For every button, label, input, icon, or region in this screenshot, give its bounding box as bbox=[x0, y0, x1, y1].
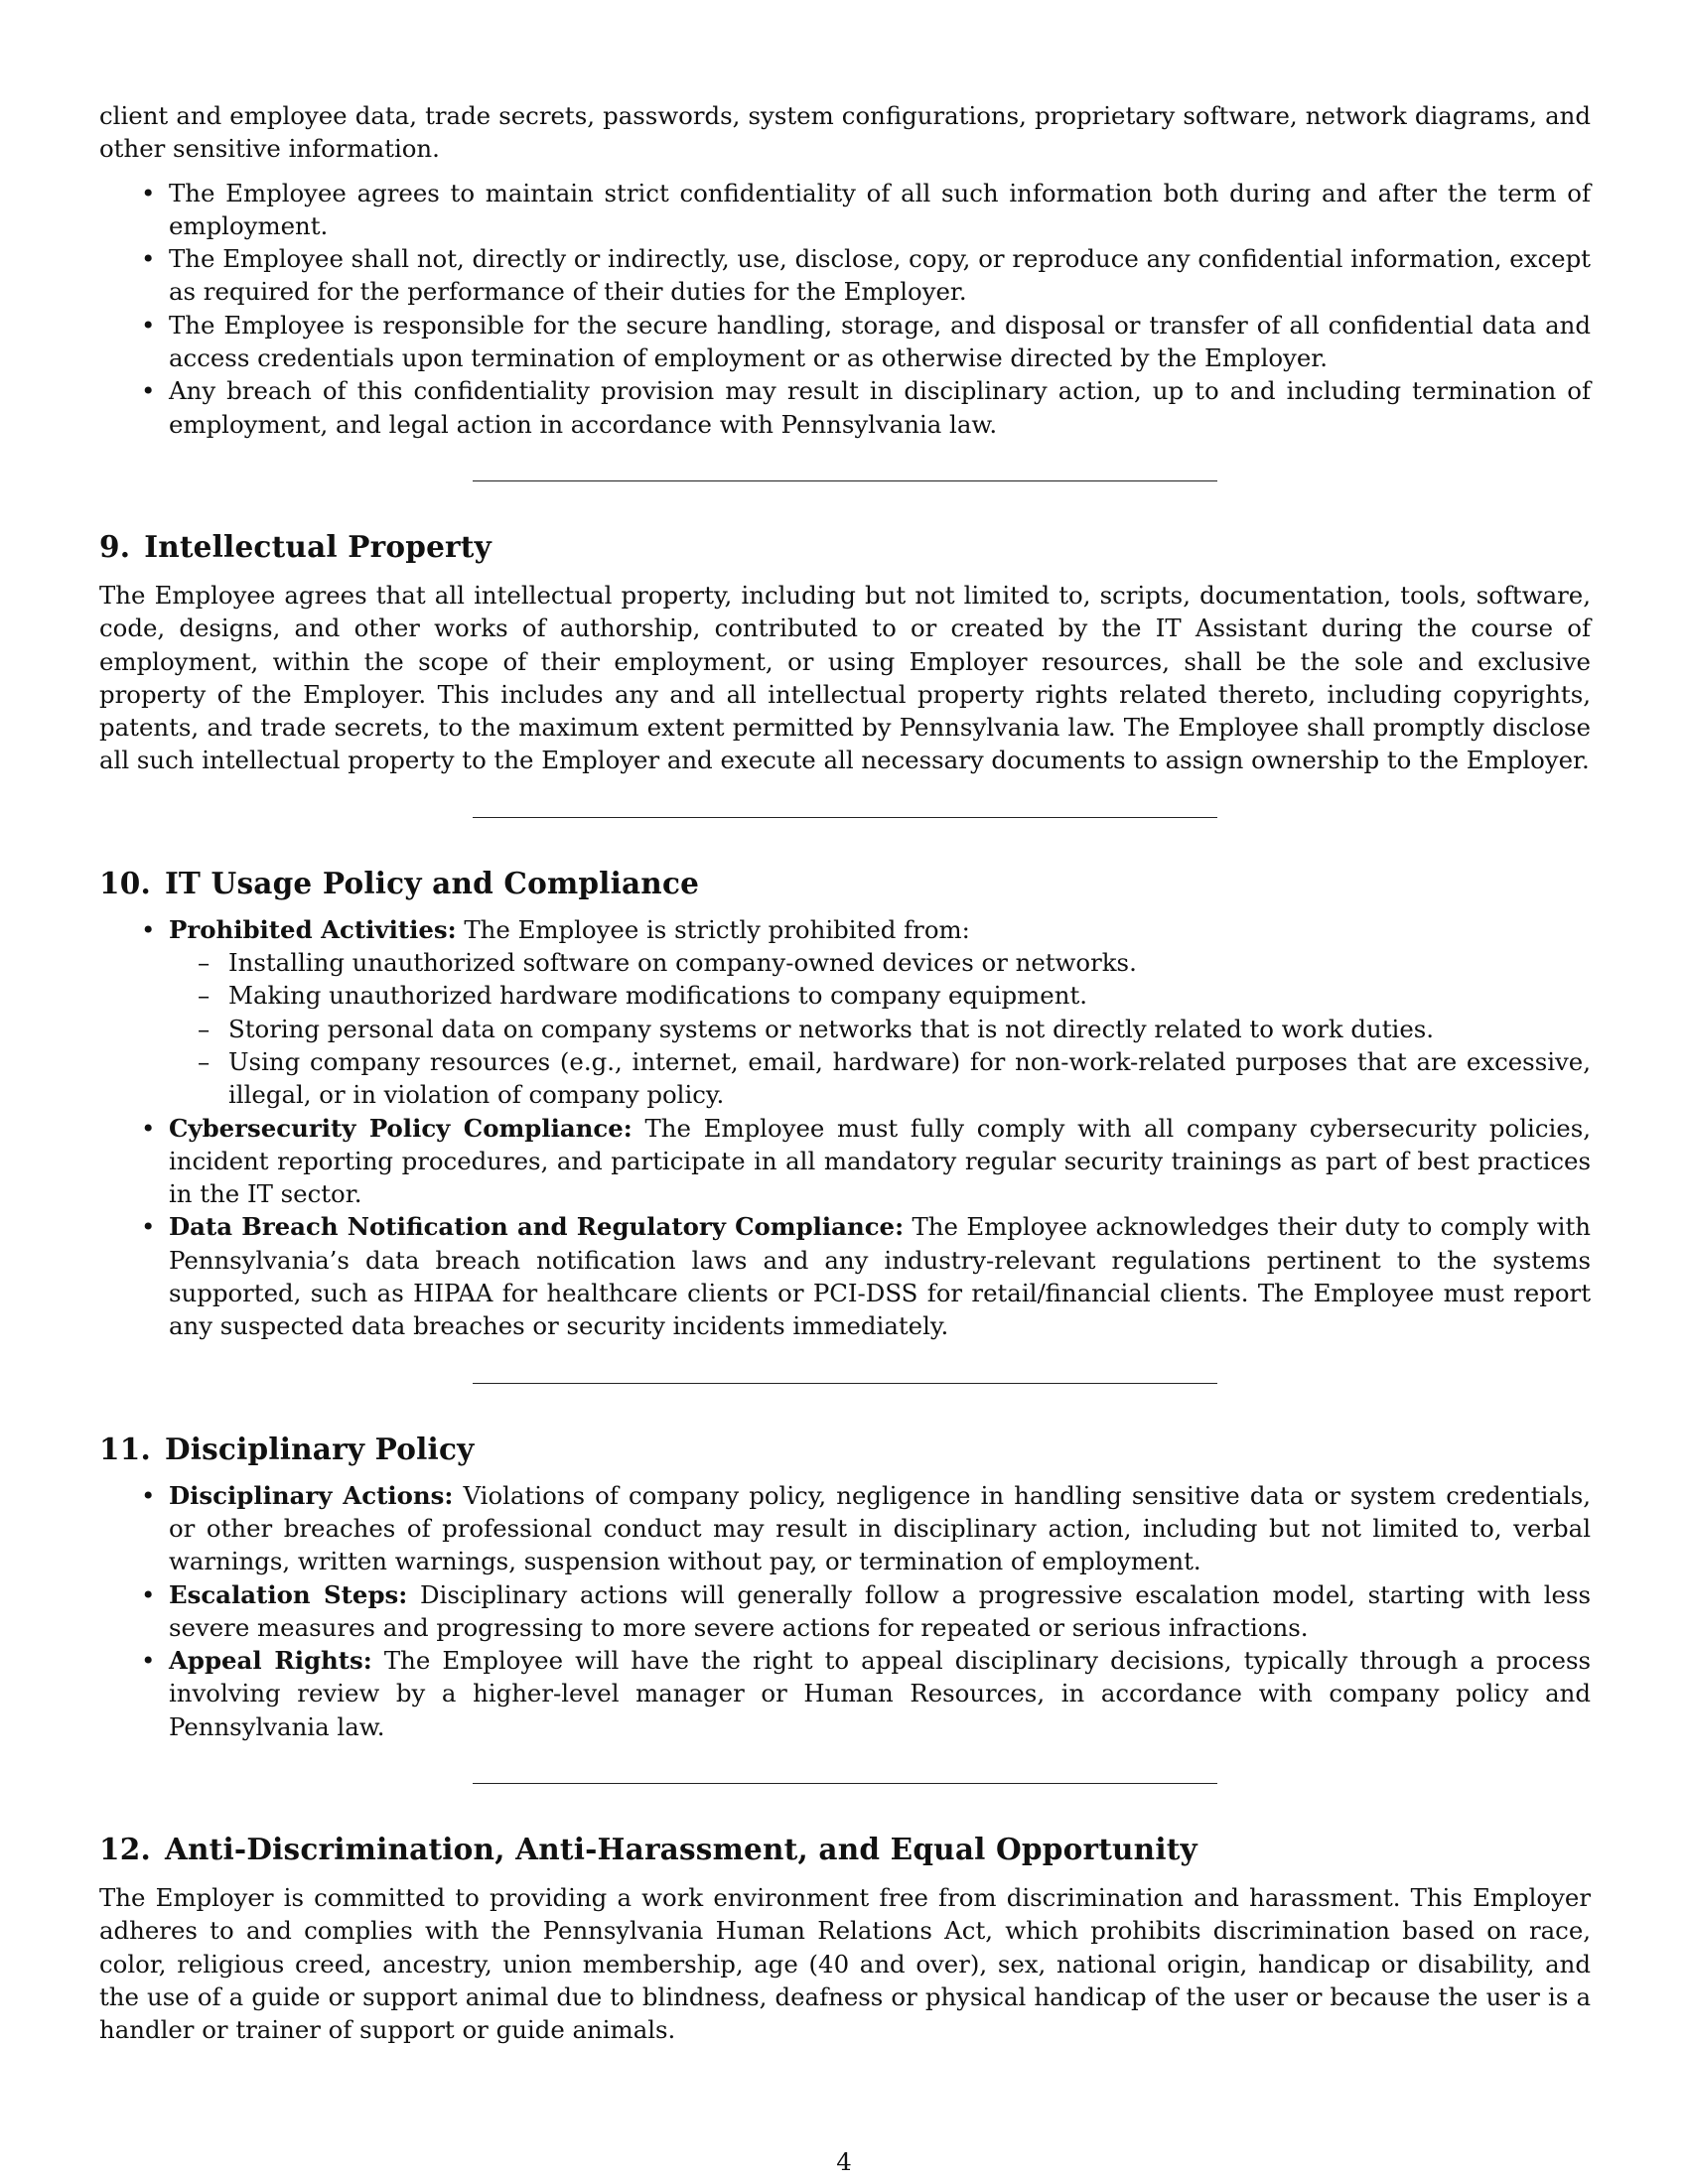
section-divider bbox=[473, 817, 1217, 818]
section-title: Anti-Discrimination, Anti-Harassment, and Equal Opportunity bbox=[164, 1831, 1197, 1866]
section-heading-9 bbox=[99, 529, 1591, 565]
item-lead: Disciplinary Actions: bbox=[169, 1480, 454, 1510]
page-number: 4 bbox=[836, 2147, 852, 2176]
list-item: – Using company resources (e.g., internet, email, hardware) for non-work-related purposes that are excessive, illegal, or in violation of company policy. bbox=[228, 1045, 1591, 1112]
list-item: • The Employee is responsible for the secure handling, storage, and disposal or transfer of all confidential data and access credentials upon termination of employment or as otherwise directed by the Employer. bbox=[169, 309, 1591, 375]
section-number: 9. bbox=[99, 528, 131, 564]
item-lead: Cybersecurity Policy Compliance: bbox=[169, 1113, 633, 1143]
disciplinary-list bbox=[99, 1479, 1591, 1743]
list-item: • The Employee shall not, directly or indirectly, use, disclose, copy, or reproduce any confidential information, except as required for the performance of their duties for the Employer. bbox=[169, 242, 1591, 309]
item-lead: Prohibited Activities: bbox=[169, 914, 457, 944]
list-item: – Installing unauthorized software on company-owned devices or networks. bbox=[228, 946, 1591, 979]
list-item: • Any breach of this confidentiality provision may result in disciplinary action, up to and including termination of employment, and legal action in accordance with Pennsylvania law. bbox=[169, 374, 1591, 441]
list-item bbox=[169, 1479, 1591, 1578]
section-number: 11. bbox=[99, 1431, 151, 1466]
list-item: • The Employee agrees to maintain strict confidentiality of all such information both during and after the term of employment. bbox=[169, 177, 1591, 243]
item-lead: Appeal Rights: bbox=[169, 1646, 372, 1676]
item-text: The Employee acknowledges their duty to comply with Pennsylvania’s data breach notification laws and any industry-relevant regulations pertinent to the systems supported, such as HIPAA for healthcare clients or PCI-DSS for retail/financial clients. The Employee must report any suspected data breaches or security incidents immediately. bbox=[169, 1212, 1591, 1341]
section-heading-11 bbox=[99, 1432, 1591, 1467]
section-12-paragraph: The Employer is committed to providing a work environment free from discrimination and harassment. This Employer adheres to and complies with the Pennsylvania Human Relations Act, which prohibits discrimination based on race, color, religious creed, ancestry, union membership, age (40 and over), sex, national origin, handicap or disability, and the use of a guide or support animal due to blindness, deafness or physical handicap of the user or because the user is a handler or trainer of support or guide animals. bbox=[99, 1882, 1591, 2045]
list-item: – Making unauthorized hardware modifications to company equipment. bbox=[228, 979, 1591, 1012]
item-lead: Escalation Steps: bbox=[169, 1579, 408, 1609]
item-lead: Data Breach Notification and Regulatory Compliance: bbox=[169, 1212, 905, 1242]
section-number: 10. bbox=[99, 865, 151, 900]
intro-paragraph: client and employee data, trade secrets, passwords, system configurations, proprietary software, network diagrams, and other sensitive information. bbox=[99, 101, 1591, 164]
prohibited-activities-list bbox=[169, 946, 1591, 1111]
item-text: The Employee is strictly prohibited from: bbox=[464, 914, 970, 944]
list-item bbox=[169, 913, 1591, 1112]
item-text: The Employee will have the right to appeal disciplinary decisions, typically through a process involving review by a higher-level manager or Human Resources, in accordance with company policy and Pennsylvania law. bbox=[169, 1646, 1592, 1741]
section-heading-12 bbox=[99, 1832, 1591, 1867]
item-text: Violations of company policy, negligence in handling sensitive data or system credentials, or other breaches of professional conduct may result in disciplinary action, including but not limited to, verbal warnings, written warnings, suspension without pay, or termination of employment. bbox=[169, 1480, 1591, 1576]
list-item bbox=[169, 1210, 1591, 1342]
section-title: Intellectual Property bbox=[144, 528, 492, 564]
confidentiality-list bbox=[99, 177, 1591, 441]
list-item: – Storing personal data on company systems or networks that is not directly related to work duties. bbox=[228, 1013, 1591, 1045]
item-text: Disciplinary actions will generally follow a progressive escalation model, starting with less severe measures and progressing to more severe actions for repeated or serious infractions. bbox=[169, 1579, 1591, 1642]
item-text: The Employee must fully comply with all company cybersecurity policies, incident reporting procedures, and participate in all mandatory regular security trainings as part of best practices in the IT sector. bbox=[169, 1113, 1591, 1209]
section-heading-10 bbox=[99, 866, 1591, 901]
section-title: Disciplinary Policy bbox=[164, 1431, 475, 1466]
section-9-paragraph: The Employee agrees that all intellectual property, including but not limited to, scripts, documentation, tools, software, code, designs, and other works of authorship, contributed to or created by the IT Assistant during the course of employment, within the scope of their employment, or using Employer resources, shall be the sole and exclusive property of the Employer. This includes any and all intellectual property rights related thereto, including copyrights, patents, and trade secrets, to the maximum extent permitted by Pennsylvania law. The Employee shall promptly disclose all such intellectual property to the Employer and execute all necessary documents to assign ownership to the Employer. bbox=[99, 580, 1591, 775]
section-divider bbox=[473, 1383, 1217, 1384]
list-item bbox=[169, 1112, 1591, 1211]
section-divider bbox=[473, 480, 1217, 481]
list-item bbox=[169, 1578, 1591, 1645]
section-title: IT Usage Policy and Compliance bbox=[164, 865, 700, 900]
list-item bbox=[169, 1644, 1591, 1743]
document-page bbox=[99, 99, 1591, 2046]
section-divider bbox=[473, 1783, 1217, 1784]
section-number: 12. bbox=[99, 1831, 151, 1866]
it-usage-list bbox=[99, 913, 1591, 1343]
